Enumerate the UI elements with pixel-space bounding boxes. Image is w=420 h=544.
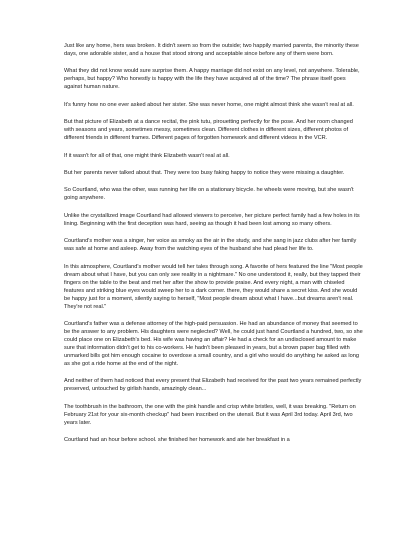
paragraph: But that picture of Elizabeth at a dance recital, the pink tutu, pirouetting perfectly for the pose. And her room changed with seasons and years, sometimes messy, sometimes clean. Different clothes in different sizes, different photos of different friends in different frames. Different pages of forgotten homework and different videos in the VCR. — [64, 119, 353, 142]
paragraph: Just like any home, hers was broken. It didn't seem so from the outside; two happily married parents, the minority these days, one adorable sister, and a house that stood strong and acceptable since before any of them were born. — [64, 43, 359, 57]
paragraph: Courtland's mother was a singer, her voice as smoky as the air in the study, and she sang in jazz clubs after her family was safe at home and asleep. Away from the watching eyes of the husband she had plead her life to. — [64, 238, 357, 253]
paragraph: But her parents never talked about that. They were too busy faking happy to notice they were missing a daughter. — [64, 169, 345, 176]
paragraph: Courtland had an hour before school. she finished her homework and ate her breakfast in a — [64, 437, 290, 444]
paragraph: And neither of them had noticed that every present that Elizabeth had received for the past two years remained perfectly preserved, untouched by girlish hands, amazingly clean... — [64, 378, 362, 393]
paragraph: It's funny how no one ever asked about her sister. She was never home, one might almost think she wasn't real at all. — [64, 101, 354, 108]
paragraph: If it wasn't for all of that, one might think Elizabeth wasn't real at all. — [64, 152, 230, 159]
paragraph: What they did not know would sure surprise them. A happy marriage did not exist on any level, not anywhere. Tolerable, perhaps, but happy? Who honestly is happy with the life they have acquired all of the time? The phrase itself goes against human nature. — [64, 68, 360, 91]
paragraph: Unlike the crystallized image Courtland had allowed viewers to perceive, her picture perfect family had a few holes in its lining. Beginning with the first deception was hard, seeing as though it had been lost among so many others. — [64, 212, 360, 227]
paragraph: Courtland's father was a defense attorney of the high-paid persuasion. He had an abundance of money that seemed to be the answer to any problem. His daughters were neglected? Well, he could just hand Courtland a hundred, two, so she could place one on Elizabeth's bed. His wife was having an affair? He had a check for an undisclosed amount to make sure that information didn't get to his co-workers. He hadn't been pleased in years, but a brown paper bag filled with unmarked bills got him enough cocaine to overdose a small country, and a girl who would do anything he asked as long as she got a ride home at the end of the night. — [64, 320, 363, 367]
paragraph: So Courtland, who was the other, was running her life on a stationary bicycle. he wheels were moving, but she wasn't going anywhere. — [64, 187, 354, 202]
paragraph: In this atmosphere, Courtland's mother would tell her tales through song. A favorite of hers featured the line "Most people dream about what I have, but you can only see reality in a nightmare." No one understood it, really, but they tapped their fingers on the table to the beat and met her after the show to provide praise. And every night, a man with chiseled features and striking blue eyes would sweep her to a dark corner. there, they would share a secret kiss. And she would be happy just for a moment, silently saying to herself, "Most people dream about what I have...but dreams aren't real. They're not real." — [64, 263, 363, 310]
paragraph: The toothbrush in the bathroom, the one with the pink handle and crisp white bristles, well, it was breaking. "Return on February 21st for your six-month checkup" had been inscribed on the utensil. But it was April 3rd today. April 3rd, two years later. — [64, 403, 356, 426]
